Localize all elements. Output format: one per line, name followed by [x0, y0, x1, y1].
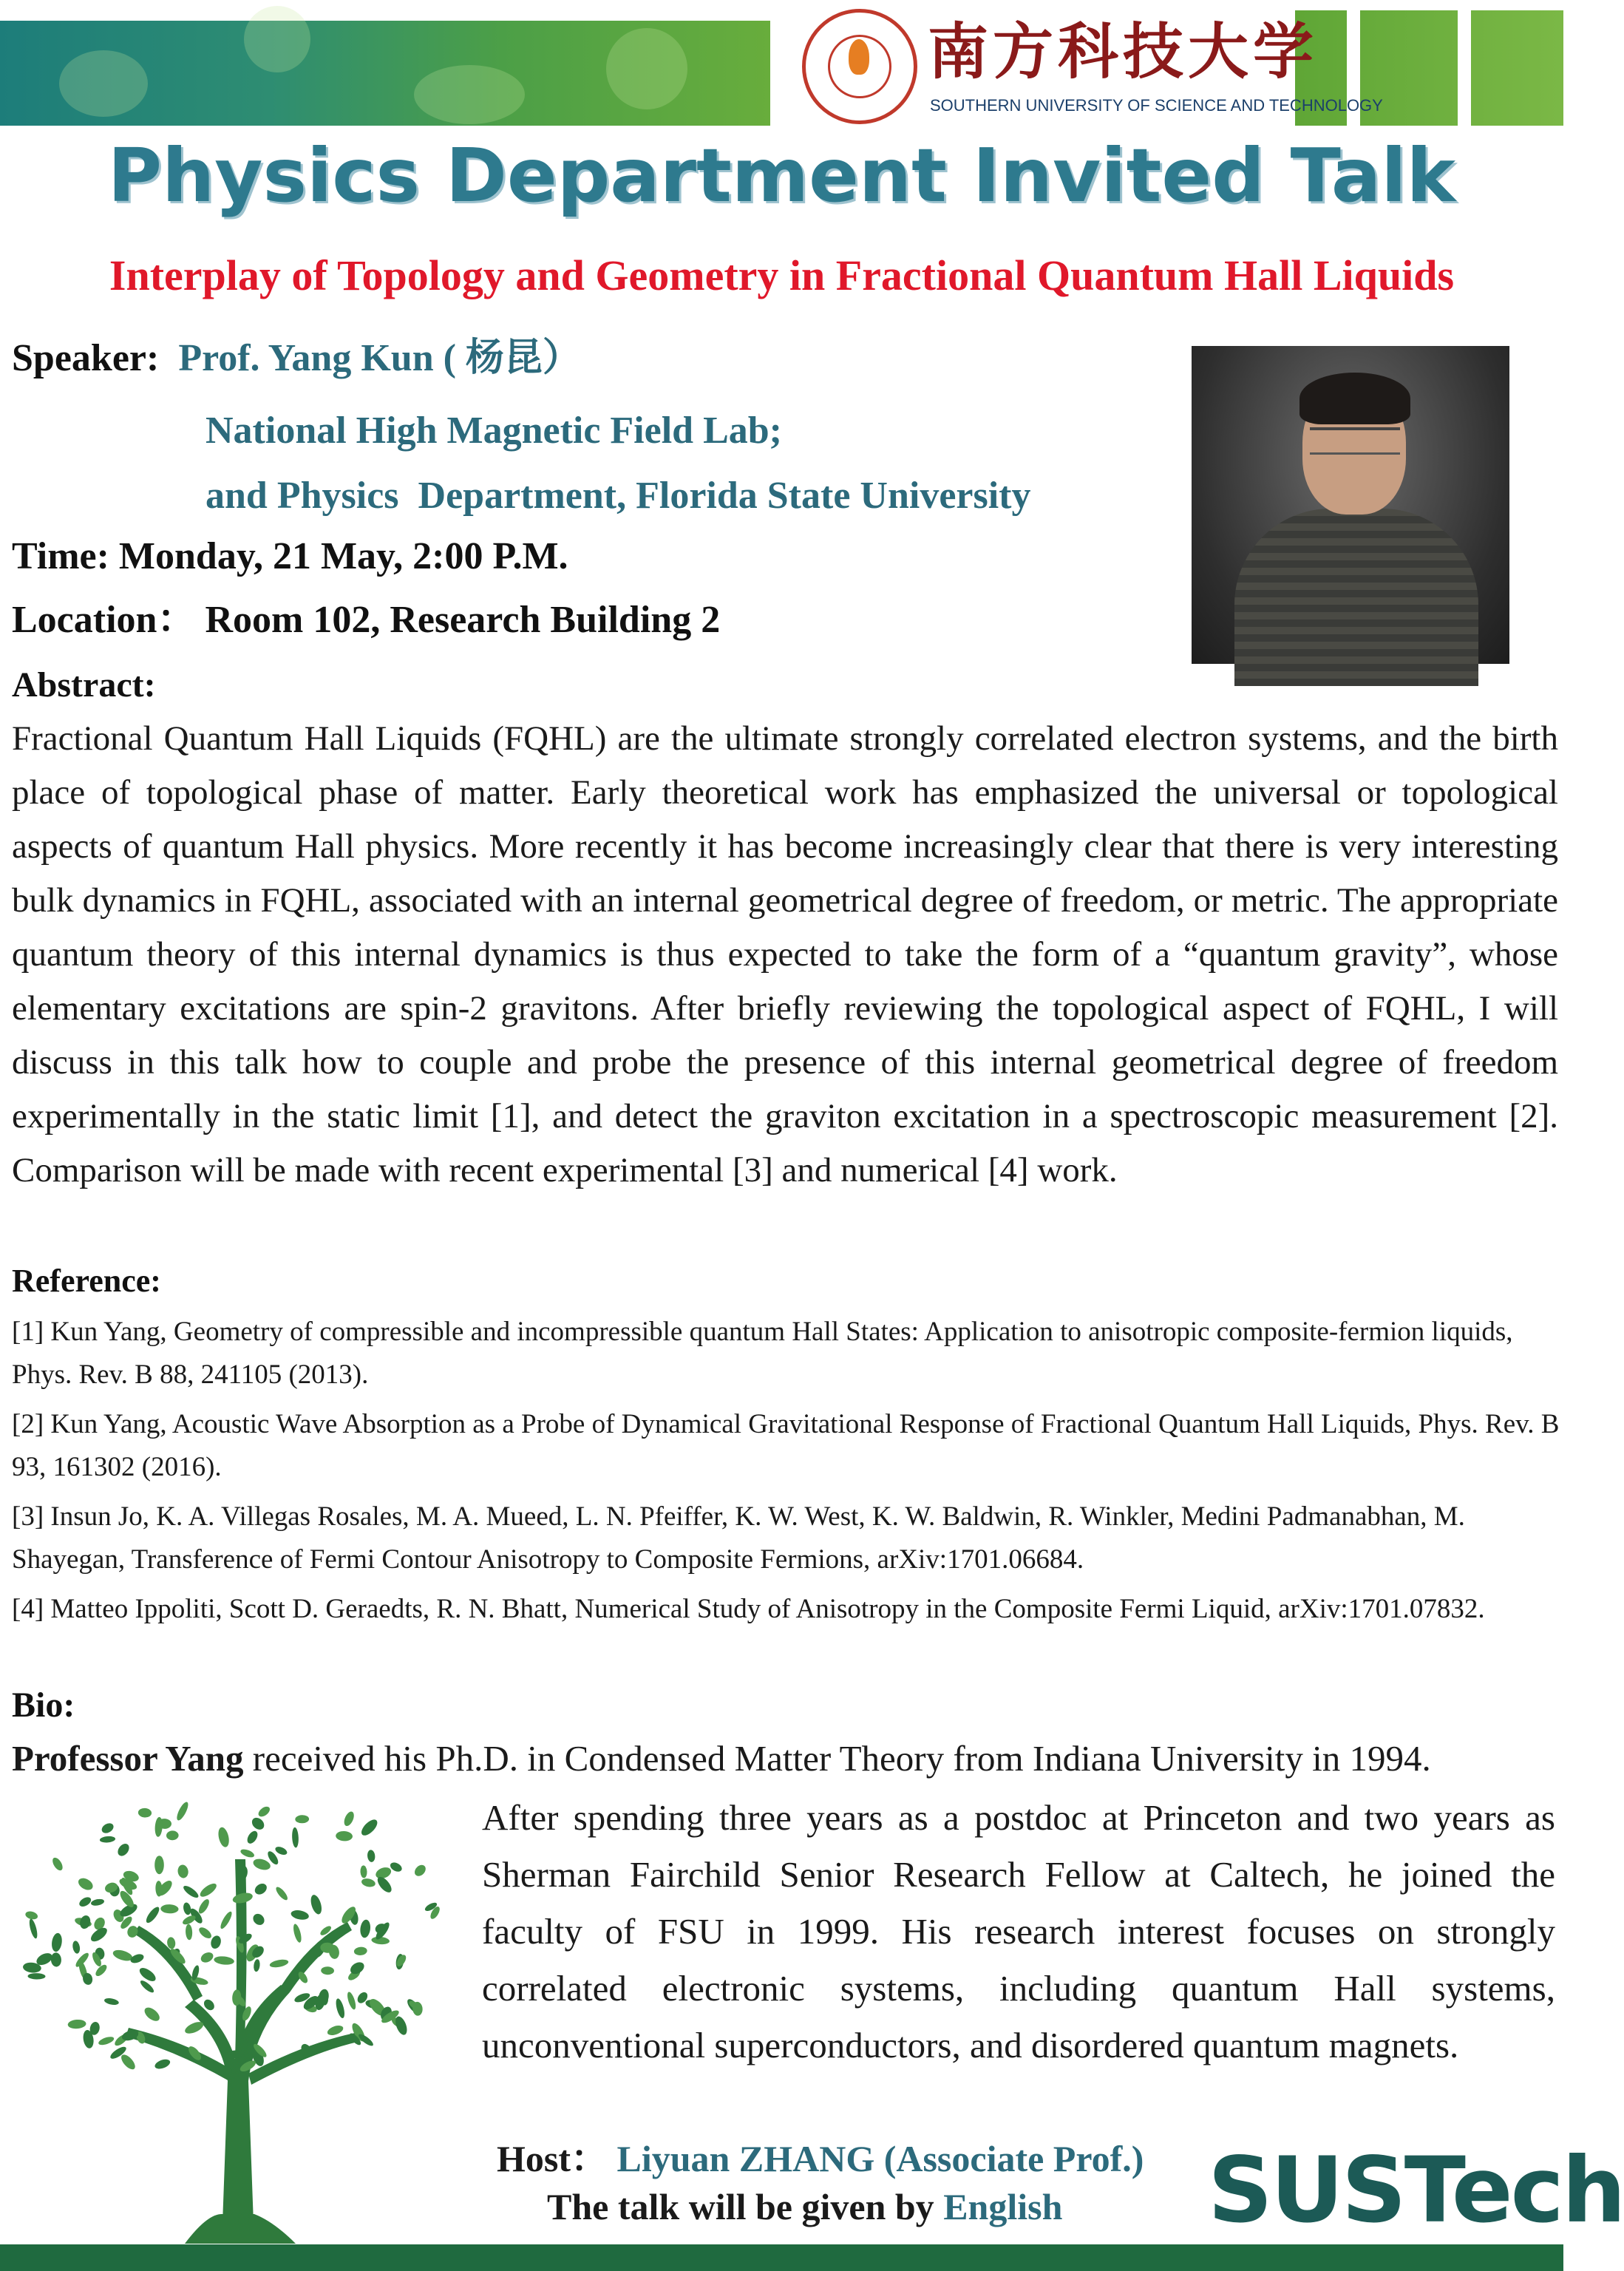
university-name-en: SOUTHERN UNIVERSITY OF SCIENCE AND TECHNOLOGY: [930, 96, 1383, 115]
tree-leaf: [253, 1959, 260, 1972]
bio-name: Professor Yang: [12, 1738, 244, 1779]
location-label: Location：: [12, 599, 196, 641]
tree-leaf: [142, 2005, 162, 2023]
tree-leaf: [326, 2023, 344, 2037]
bio-first-text: received his Ph.D. in Condensed Matter Theory from Indiana University in 1994.: [243, 1738, 1431, 1779]
tree-leaf: [154, 2057, 171, 2071]
tree-leaf: [250, 1816, 267, 1832]
tree-leaf: [100, 1836, 116, 1843]
tree-leaf: [336, 1830, 353, 1841]
reference-item: [2] Kun Yang, Acoustic Wave Absorption as a Probe of Dynamical Gravitational Response of Fractional Quantum Hall Liquids, Phys. Rev. B 93, 161302 (2016).: [12, 1409, 1560, 1482]
tree-leaf: [274, 1845, 288, 1856]
tree-leaf: [253, 1881, 269, 1897]
reference-list: [12, 1311, 1560, 1637]
tree-leaf: [309, 1893, 324, 1915]
tree-leaf: [360, 1865, 367, 1878]
tree-leaf: [342, 1810, 356, 1827]
tree-leaf: [197, 1898, 211, 1915]
tree-leaf: [252, 1857, 272, 1872]
bottom-bar: [0, 2244, 1563, 2271]
tree-leaf: [98, 2035, 115, 2046]
tree-leaf: [269, 1958, 289, 1969]
tree-leaf: [367, 1850, 376, 1863]
tree-leaf: [214, 1955, 235, 1966]
host-name: Liyuan ZHANG (Associate Prof.): [616, 2138, 1144, 2179]
bio-heading: Bio:: [12, 1686, 75, 1725]
tree-leaf: [78, 1914, 92, 1929]
speaker-row: [12, 336, 581, 381]
tree-leaf: [137, 1807, 152, 1818]
host-row: [497, 2136, 1144, 2181]
tree-leaf: [137, 1966, 158, 1984]
tree-leaf: [182, 1884, 200, 1900]
speaker-affiliation-1: National High Magnetic Field Lab;: [205, 410, 782, 452]
tree-icon: [0, 1771, 473, 2244]
abstract-heading: Abstract:: [12, 665, 156, 705]
tree-leaf: [72, 1941, 81, 1955]
time-label: Time:: [12, 535, 109, 577]
tree-leaf: [219, 1910, 234, 1930]
page-title: Physics Department Invited Talk: [107, 132, 1456, 219]
tree-leaf: [217, 1826, 231, 1848]
tree-leaf: [295, 1815, 309, 1824]
header-banner-left: [0, 21, 770, 126]
speaker-name: Prof. Yang Kun ( 杨昆）: [178, 337, 581, 379]
host-label: Host：: [497, 2138, 608, 2179]
tree-leaf: [346, 1991, 358, 2010]
university-seal-icon: [802, 9, 917, 124]
tree-leaf: [412, 1863, 428, 1878]
tree-leaf: [290, 1909, 309, 1921]
sustech-logo: SUSTech: [1208, 2138, 1624, 2243]
tree-leaf: [129, 1952, 145, 1965]
reference-item: [1] Kun Yang, Geometry of compressible and incompressible quantum Hall States: Application to anisotropic composite-fermion liquids, Phys. Rev. B 88, 241105 (2013).: [12, 1317, 1513, 1390]
tree-leaf: [239, 1847, 255, 1858]
tree-leaf: [119, 2052, 137, 2071]
university-name-cn: 南方科技大学: [928, 17, 1319, 87]
tree-leaf: [209, 1935, 222, 1950]
time-value: Monday, 21 May, 2:00 P.M.: [118, 535, 568, 577]
tree-leaf: [198, 1881, 219, 1899]
tree-leaf: [251, 1912, 266, 1927]
tree-leaf: [160, 1904, 179, 1914]
tree-leaf: [115, 1841, 131, 1858]
speaker-affiliation-2: and Physics Department, Florida State University: [205, 475, 1031, 517]
tree-leaf: [359, 1919, 371, 1938]
bio-body: After spending three years as a postdoc at Princeton and two years as Sherman Fairchild Senior Research Fellow at Caltech, he joined the faculty of FSU in 1999. His research interest focuses on strongly correlated electronic systems, including quantum Hall systems, unconventional superconductors, and disordered quantum magnets.: [482, 1797, 1555, 2065]
tree-leaf: [154, 1856, 164, 1874]
tree-leaf: [197, 1925, 214, 1940]
abstract-body: Fractional Quantum Hall Liquids (FQHL) are the ultimate strongly correlated electron systems, and the birth place of topological phase of matter. Early theoretical work has emphasized the universal or topological aspects of quantum Hall physics. More recently it has become increasingly clear that there is very interesting bulk dynamics in FQHL, associated with an internal geometrical degree of freedom, or metric. The appropriate quantum theory of this internal dynamics is thus expected to take the form of a “quantum gravity”, whose elementary excitations are spin-2 gravitons. After briefly reviewing the topological aspect of FQHL, I will discuss in this talk how to couple and probe the presence of this internal geometrical degree of freedom experimentally in the static limit [1], and detect the graviton excitation in a spectroscopic measurement [2]. Comparison will be made with recent experimental [3] and numerical [4] work.: [12, 719, 1558, 1189]
tree-leaf: [199, 1950, 214, 1964]
tree-leaf: [166, 1830, 179, 1840]
tree-leaf: [90, 1898, 104, 1907]
tree-leaf: [76, 1875, 95, 1892]
tree-leaf: [78, 1895, 92, 1909]
tree-leaf: [245, 1829, 259, 1845]
time-row: [12, 534, 568, 580]
tree-leaf: [50, 1856, 64, 1873]
tree-leaf: [359, 1817, 380, 1839]
tree-leaf: [361, 1878, 376, 1889]
tree-leaf: [112, 1948, 134, 1963]
location-row: [12, 597, 720, 643]
tree-leaf: [334, 1997, 346, 2019]
language-row: [547, 2185, 1062, 2229]
tree-leaf: [94, 1963, 109, 1978]
tree-leaf: [144, 1905, 161, 1925]
tree-leaf: [50, 1932, 63, 1952]
language-value: English: [943, 2186, 1063, 2227]
tree-leaf: [103, 1997, 119, 2006]
tree-leaf: [183, 1902, 192, 1916]
tree-leaf: [174, 1801, 190, 1822]
reference-item: [4] Matteo Ippoliti, Scott D. Geraedts, R. N. Bhatt, Numerical Study of Anisotropy in the Composite Fermi Liquid, arXiv:1701.07832.: [12, 1594, 1485, 1624]
talk-title: Interplay of Topology and Geometry in Fractional Quantum Hall Liquids: [109, 251, 1455, 299]
tree-leaf: [100, 1822, 115, 1836]
reference-heading: Reference:: [12, 1263, 161, 1299]
language-label: The talk will be given by: [547, 2186, 944, 2227]
tree-leaf: [291, 1827, 299, 1848]
tree-leaf: [28, 1918, 39, 1940]
location-value: Room 102, Research Building 2: [205, 599, 721, 641]
tree-leaf: [27, 1973, 45, 1980]
speaker-photo: [1192, 346, 1509, 664]
tree-leaf: [353, 1946, 367, 1956]
tree-leaf: [292, 1923, 303, 1943]
tree-leaf: [50, 1952, 61, 1967]
tree-leaf: [186, 1924, 193, 1940]
tree-leaf: [67, 2019, 86, 2029]
tree-leaf: [321, 1966, 334, 1975]
speaker-label: Speaker:: [12, 337, 160, 379]
reference-item: [3] Insun Jo, K. A. Villegas Rosales, M. A. Mueed, L. N. Pfeiffer, K. W. West, K. W. Baldwin, R. Winkler, Medini Padmanabhan, M. Shayegan, Transference of Fermi Contour Anisotropy to Composite Fermions, arXiv:1701.06684.: [12, 1501, 1465, 1575]
tree-leaf: [177, 1864, 189, 1878]
tree-leaf: [274, 1885, 290, 1901]
tree-leaf: [256, 1805, 271, 1819]
tree-leaf: [126, 1924, 140, 1939]
